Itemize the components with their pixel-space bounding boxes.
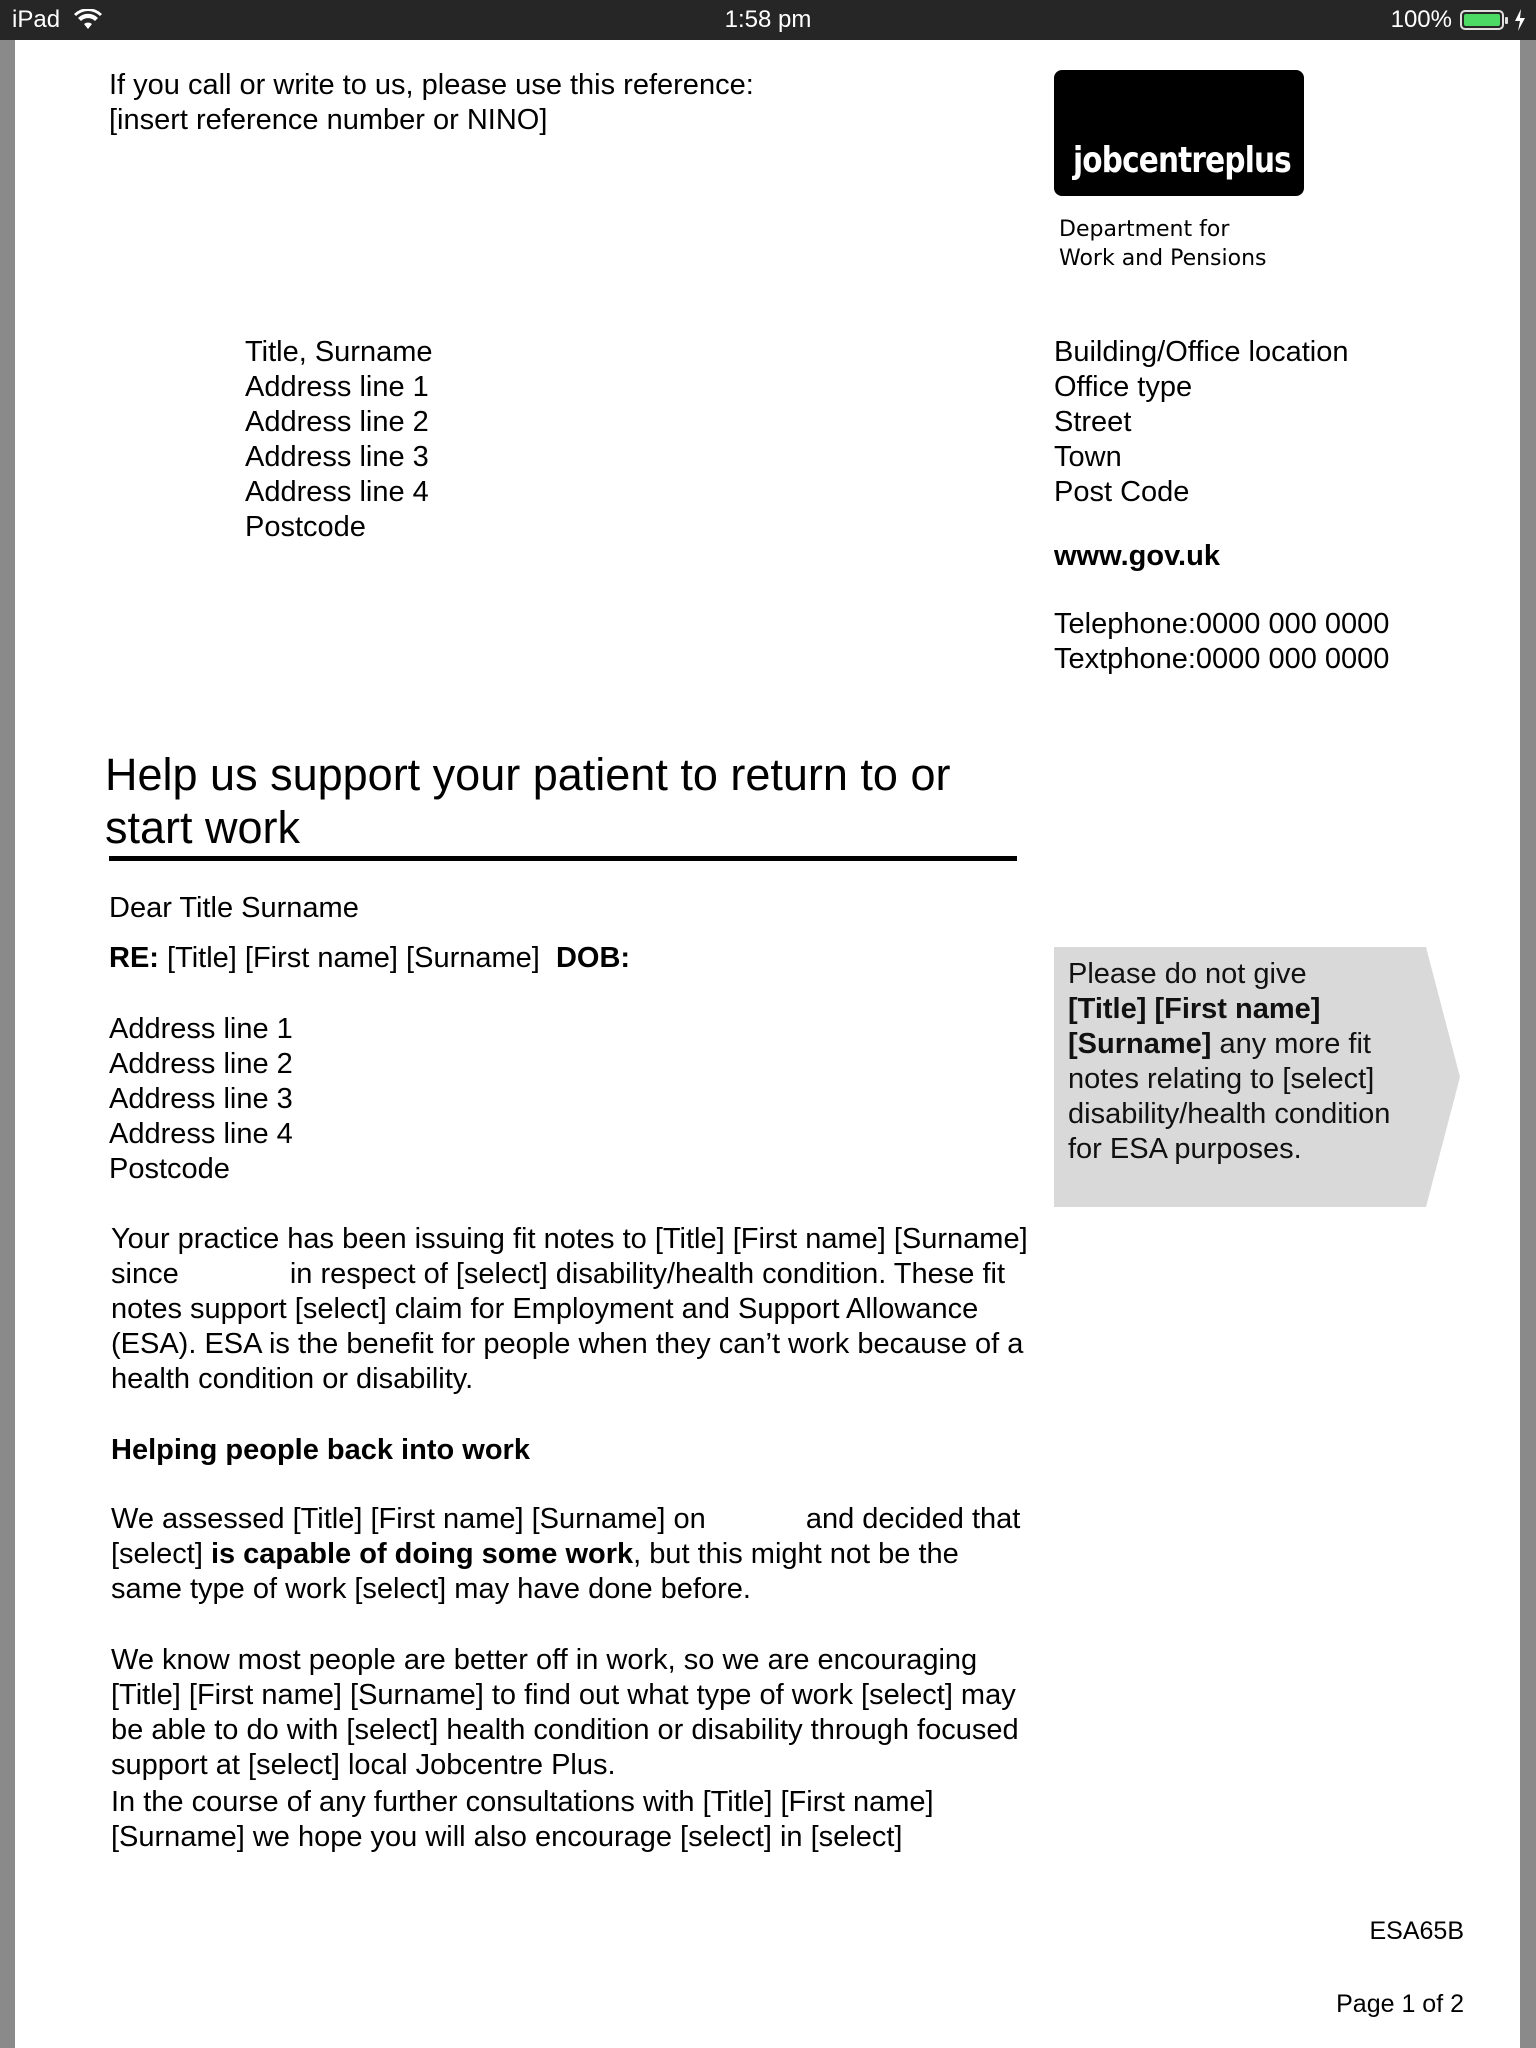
para2-part-b: and decided that [select] — [111, 1503, 1021, 1570]
re-label: RE: — [109, 942, 159, 974]
device-name: iPad — [12, 6, 61, 33]
address-line: Address line 1 — [109, 1013, 293, 1045]
status-bar — [0, 0, 1536, 40]
reference-block — [109, 68, 754, 138]
document-page — [15, 40, 1520, 2048]
page-number: Page 1 of 2 — [1336, 1990, 1464, 2018]
office-line: Street — [1054, 406, 1132, 438]
dob-label: DOB: — [555, 942, 631, 974]
reference-instruction: If you call or write to us, please use this reference: — [109, 69, 754, 101]
dwp-name — [1059, 215, 1267, 273]
status-bar-right — [1391, 6, 1526, 34]
paragraph-fit-notes — [111, 1222, 1031, 1397]
reference-placeholder: [insert reference number or NINO] — [109, 104, 548, 136]
para2-bold: is capable of doing some work — [210, 1538, 634, 1570]
address-line: Address line 1 — [245, 371, 429, 403]
office-line: Post Code — [1054, 476, 1190, 508]
office-line: Building/Office location — [1054, 336, 1349, 368]
re-line — [109, 942, 630, 975]
office-line: Town — [1054, 441, 1122, 473]
clock: 1:58 pm — [724, 6, 812, 33]
address-line: Address line 3 — [245, 441, 429, 473]
patient-address — [109, 1012, 293, 1187]
charging-icon — [1514, 9, 1526, 31]
paragraph-better-off: We know most people are better off in work, so we are encouraging [Title] [First name] [Surname] to find out what type of work [select] may be able to do with [select] health condition or disability through focused support at [select] local Jobcentre Plus. — [111, 1644, 1019, 1781]
heading-rule — [109, 856, 1017, 861]
battery-icon — [1460, 10, 1504, 30]
callout-bold: [Title] [First name] [Surname] — [1068, 993, 1321, 1060]
callout-text — [1068, 957, 1408, 1167]
dept-line-1: Department for — [1059, 217, 1230, 242]
dept-line-2: Work and Pensions — [1059, 246, 1267, 271]
address-line: Postcode — [245, 511, 366, 543]
form-code: ESA65B — [1369, 1917, 1464, 1945]
address-line: Title, Surname — [245, 336, 433, 368]
para1-part-b: in respect of [select] disability/health condition. These fit notes support [select] claim for Employment and Support Allowance (ESA). ESA is the benefit for people when they can’t work because of a health condition or disability. — [111, 1258, 1024, 1395]
paragraph-assessment — [111, 1502, 1031, 1607]
address-line: Postcode — [109, 1153, 230, 1185]
callout-part-a: Please do not give — [1068, 958, 1307, 990]
callout-box — [1054, 947, 1464, 1207]
address-line: Address line 3 — [109, 1083, 293, 1115]
website-link[interactable]: www.gov.uk — [1054, 540, 1220, 572]
recipient-address — [245, 335, 433, 545]
paragraph-consultations: In the course of any further consultations with [Title] [First name] [Surname] we hope you will also encourage [select] in [select] — [111, 1786, 934, 1853]
para1-part-a: Your practice has been issuing fit notes to [Title] [First name] [Surname] since — [111, 1223, 1028, 1290]
salutation: Dear Title Surname — [109, 892, 359, 924]
callout-part-b: any more fit notes relating to [select] disability/health condition for ESA purposes. — [1068, 1028, 1391, 1165]
section-heading: Helping people back into work — [111, 1434, 530, 1466]
letter-heading: Help us support your patient to return to or start work — [105, 749, 951, 853]
para2-part-c: , but this might not be the same type of work [select] may have done before. — [111, 1538, 959, 1605]
contact-numbers — [1054, 607, 1389, 677]
battery-percent: 100% — [1390, 6, 1452, 33]
telephone: Telephone:0000 000 0000 — [1054, 608, 1390, 640]
re-name: [Title] [First name] [Surname] — [167, 942, 540, 974]
address-line: Address line 4 — [245, 476, 429, 508]
logo-text: jobcentreplus — [1073, 140, 1291, 181]
textphone: Textphone:0000 000 0000 — [1054, 643, 1390, 675]
address-line: Address line 4 — [109, 1118, 293, 1150]
address-line: Address line 2 — [109, 1048, 293, 1080]
jobcentreplus-logo — [1054, 70, 1304, 196]
office-line: Office type — [1054, 371, 1193, 403]
office-address — [1054, 335, 1348, 510]
address-line: Address line 2 — [245, 406, 429, 438]
para2-part-a: We assessed [Title] [First name] [Surname] on — [111, 1503, 706, 1535]
